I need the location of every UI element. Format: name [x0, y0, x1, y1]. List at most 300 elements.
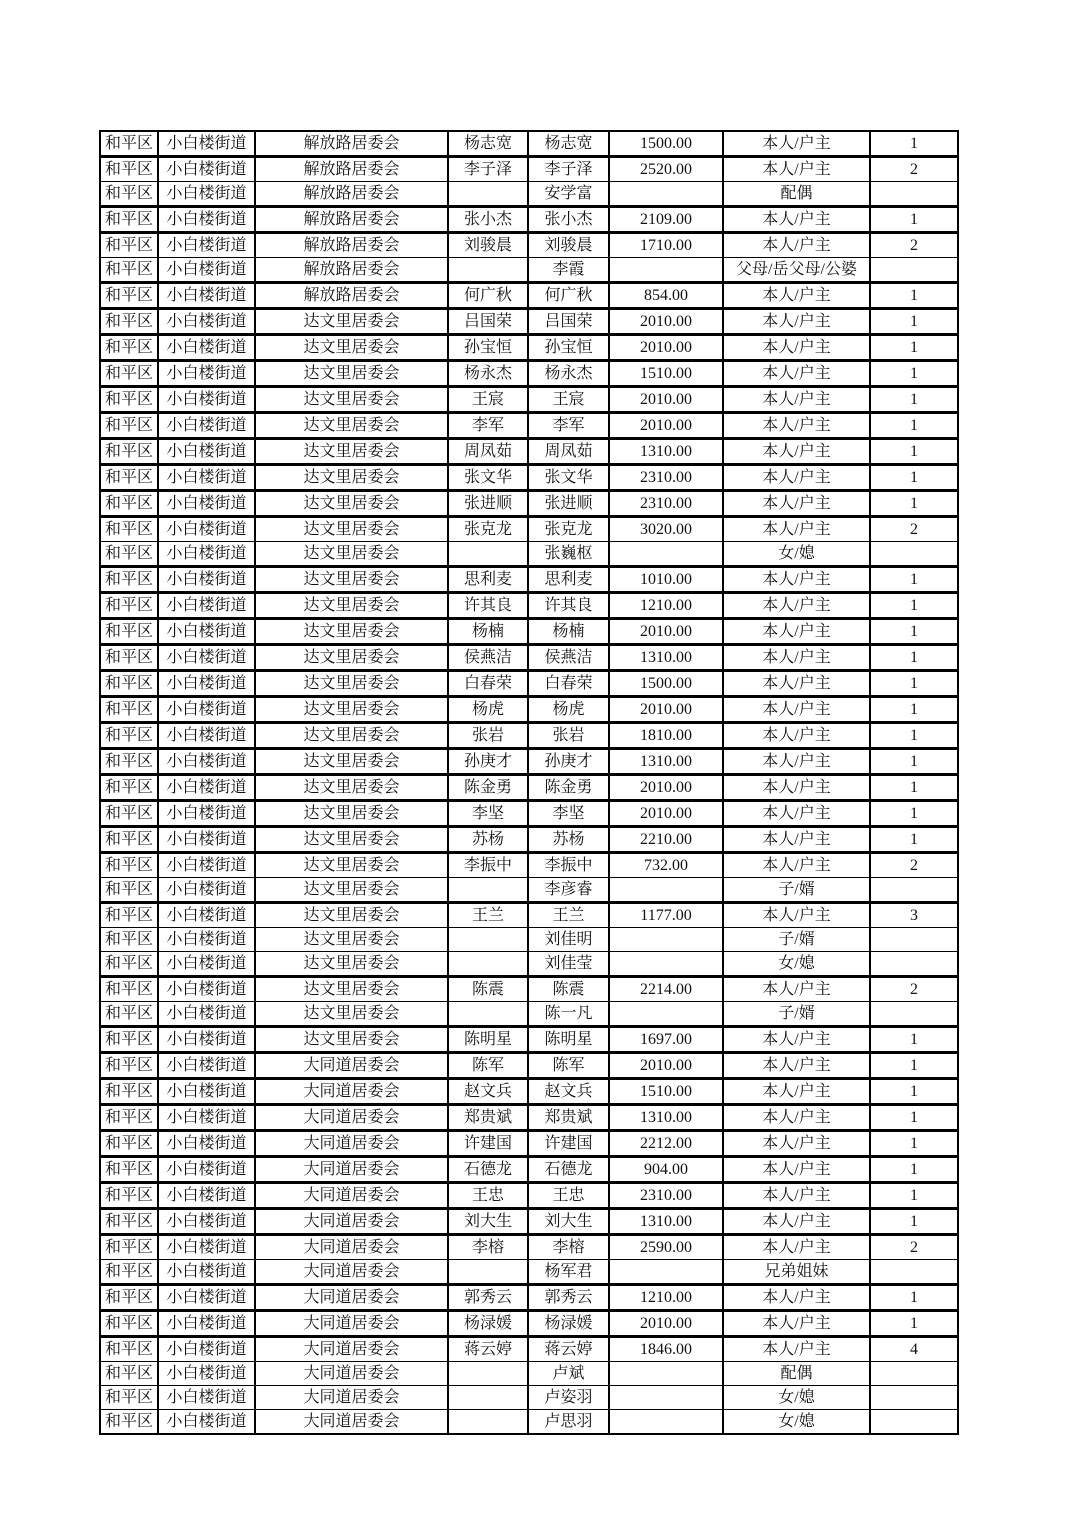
- cell-name2: 张文华: [528, 465, 609, 491]
- cell-district: 和平区: [100, 1027, 158, 1053]
- cell-count: [870, 1386, 958, 1410]
- cell-count: 1: [870, 671, 958, 697]
- cell-amount: [609, 878, 723, 903]
- cell-name1: 思利麦: [448, 567, 528, 593]
- cell-district: 和平区: [100, 258, 158, 283]
- cell-district: 和平区: [100, 233, 158, 258]
- cell-street: 小白楼街道: [158, 1209, 255, 1235]
- cell-relation: 子/婿: [723, 878, 870, 903]
- cell-street: 小白楼街道: [158, 1311, 255, 1337]
- table-row: [100, 335, 958, 361]
- cell-relation: 本人/户主: [723, 1027, 870, 1053]
- cell-name1: 许其良: [448, 593, 528, 619]
- cell-committee: 达文里居委会: [255, 645, 448, 671]
- cell-district: 和平区: [100, 567, 158, 593]
- cell-name2: 陈金勇: [528, 775, 609, 801]
- cell-amount: [609, 1410, 723, 1435]
- cell-name1: 何广秋: [448, 283, 528, 309]
- cell-committee: 达文里居委会: [255, 952, 448, 977]
- table-row: [100, 387, 958, 413]
- cell-name2: 白春荣: [528, 671, 609, 697]
- cell-street: 小白楼街道: [158, 645, 255, 671]
- cell-relation: 本人/户主: [723, 1209, 870, 1235]
- cell-name1: 李振中: [448, 853, 528, 878]
- cell-street: 小白楼街道: [158, 491, 255, 517]
- table-row: [100, 131, 958, 157]
- cell-street: 小白楼街道: [158, 853, 255, 878]
- table-row: [100, 1386, 958, 1410]
- cell-relation: 本人/户主: [723, 1157, 870, 1183]
- table-row: [100, 903, 958, 928]
- cell-committee: 解放路居委会: [255, 233, 448, 258]
- cell-name1: 杨渌媛: [448, 1311, 528, 1337]
- cell-amount: [609, 1002, 723, 1027]
- cell-amount: [609, 952, 723, 977]
- cell-name2: 思利麦: [528, 567, 609, 593]
- cell-relation: 子/婿: [723, 928, 870, 952]
- table-row: [100, 207, 958, 233]
- cell-name2: 王兰: [528, 903, 609, 928]
- cell-committee: 大同道居委会: [255, 1053, 448, 1079]
- cell-name2: 许建国: [528, 1131, 609, 1157]
- cell-amount: [609, 542, 723, 567]
- cell-count: 1: [870, 1131, 958, 1157]
- welfare-roster-table: [99, 130, 959, 1435]
- cell-name2: 刘佳明: [528, 928, 609, 952]
- cell-name1: 刘大生: [448, 1209, 528, 1235]
- cell-count: [870, 1002, 958, 1027]
- cell-amount: 1177.00: [609, 903, 723, 928]
- cell-street: 小白楼街道: [158, 413, 255, 439]
- cell-count: 1: [870, 413, 958, 439]
- table-row: [100, 593, 958, 619]
- cell-amount: 1810.00: [609, 723, 723, 749]
- cell-name1: 许建国: [448, 1131, 528, 1157]
- cell-count: 1: [870, 309, 958, 335]
- cell-district: 和平区: [100, 775, 158, 801]
- cell-amount: 1697.00: [609, 1027, 723, 1053]
- cell-amount: 2310.00: [609, 1183, 723, 1209]
- cell-count: [870, 878, 958, 903]
- cell-amount: [609, 1260, 723, 1285]
- cell-name2: 刘大生: [528, 1209, 609, 1235]
- cell-name2: 杨军君: [528, 1260, 609, 1285]
- table-row: [100, 645, 958, 671]
- cell-district: 和平区: [100, 131, 158, 157]
- table-row: [100, 1337, 958, 1362]
- cell-count: 3: [870, 903, 958, 928]
- cell-street: 小白楼街道: [158, 157, 255, 182]
- cell-district: 和平区: [100, 207, 158, 233]
- cell-relation: 本人/户主: [723, 131, 870, 157]
- cell-relation: 本人/户主: [723, 439, 870, 465]
- cell-relation: 父母/岳父母/公婆: [723, 258, 870, 283]
- table-row: [100, 671, 958, 697]
- cell-amount: 2010.00: [609, 335, 723, 361]
- cell-committee: 解放路居委会: [255, 157, 448, 182]
- cell-district: 和平区: [100, 182, 158, 207]
- cell-street: 小白楼街道: [158, 1002, 255, 1027]
- cell-street: 小白楼街道: [158, 928, 255, 952]
- cell-relation: 本人/户主: [723, 697, 870, 723]
- cell-district: 和平区: [100, 465, 158, 491]
- cell-committee: 大同道居委会: [255, 1285, 448, 1311]
- cell-committee: 解放路居委会: [255, 283, 448, 309]
- cell-street: 小白楼街道: [158, 1260, 255, 1285]
- cell-amount: 1210.00: [609, 593, 723, 619]
- cell-district: 和平区: [100, 1002, 158, 1027]
- cell-name1: 孙庚才: [448, 749, 528, 775]
- table-row: [100, 413, 958, 439]
- cell-district: 和平区: [100, 697, 158, 723]
- cell-name2: 吕国荣: [528, 309, 609, 335]
- cell-relation: 本人/户主: [723, 645, 870, 671]
- table-row: [100, 1157, 958, 1183]
- cell-name1: 张文华: [448, 465, 528, 491]
- cell-name1: 蒋云婷: [448, 1337, 528, 1362]
- cell-count: 1: [870, 645, 958, 671]
- cell-name2: 王忠: [528, 1183, 609, 1209]
- cell-committee: 大同道居委会: [255, 1235, 448, 1260]
- cell-street: 小白楼街道: [158, 775, 255, 801]
- cell-name2: 王宸: [528, 387, 609, 413]
- cell-name1: 杨虎: [448, 697, 528, 723]
- cell-name1: [448, 182, 528, 207]
- cell-name1: [448, 952, 528, 977]
- cell-count: 1: [870, 775, 958, 801]
- cell-street: 小白楼街道: [158, 1337, 255, 1362]
- cell-amount: 2310.00: [609, 465, 723, 491]
- cell-name1: [448, 928, 528, 952]
- cell-relation: 本人/户主: [723, 1183, 870, 1209]
- cell-district: 和平区: [100, 928, 158, 952]
- cell-district: 和平区: [100, 517, 158, 542]
- cell-district: 和平区: [100, 1386, 158, 1410]
- cell-count: 1: [870, 697, 958, 723]
- cell-relation: 本人/户主: [723, 827, 870, 853]
- cell-relation: 兄弟姐妹: [723, 1260, 870, 1285]
- table-row: [100, 723, 958, 749]
- cell-district: 和平区: [100, 1337, 158, 1362]
- table-row: [100, 853, 958, 878]
- table-row: [100, 283, 958, 309]
- cell-street: 小白楼街道: [158, 567, 255, 593]
- cell-amount: 3020.00: [609, 517, 723, 542]
- table-row: [100, 928, 958, 952]
- cell-name2: 杨渌媛: [528, 1311, 609, 1337]
- cell-committee: 达文里居委会: [255, 977, 448, 1002]
- table-row: [100, 1079, 958, 1105]
- cell-street: 小白楼街道: [158, 465, 255, 491]
- cell-committee: 大同道居委会: [255, 1410, 448, 1435]
- cell-count: [870, 952, 958, 977]
- cell-amount: 1010.00: [609, 567, 723, 593]
- cell-name1: 石德龙: [448, 1157, 528, 1183]
- cell-committee: 达文里居委会: [255, 697, 448, 723]
- cell-street: 小白楼街道: [158, 517, 255, 542]
- cell-committee: 达文里居委会: [255, 853, 448, 878]
- cell-name2: 蒋云婷: [528, 1337, 609, 1362]
- cell-relation: 本人/户主: [723, 387, 870, 413]
- cell-committee: 大同道居委会: [255, 1311, 448, 1337]
- cell-amount: 2010.00: [609, 1311, 723, 1337]
- cell-district: 和平区: [100, 157, 158, 182]
- cell-name2: 李军: [528, 413, 609, 439]
- cell-amount: [609, 182, 723, 207]
- cell-street: 小白楼街道: [158, 1105, 255, 1131]
- cell-committee: 达文里居委会: [255, 749, 448, 775]
- cell-committee: 达文里居委会: [255, 593, 448, 619]
- cell-name1: [448, 878, 528, 903]
- cell-count: 1: [870, 439, 958, 465]
- cell-count: 2: [870, 157, 958, 182]
- cell-name2: 李坚: [528, 801, 609, 827]
- cell-amount: 2212.00: [609, 1131, 723, 1157]
- cell-name1: 王兰: [448, 903, 528, 928]
- table-row: [100, 619, 958, 645]
- cell-amount: 732.00: [609, 853, 723, 878]
- cell-count: 2: [870, 977, 958, 1002]
- cell-name2: 孙庚才: [528, 749, 609, 775]
- cell-street: 小白楼街道: [158, 1183, 255, 1209]
- table-row: [100, 439, 958, 465]
- cell-district: 和平区: [100, 853, 158, 878]
- cell-amount: 854.00: [609, 283, 723, 309]
- cell-count: [870, 1362, 958, 1386]
- cell-relation: 本人/户主: [723, 335, 870, 361]
- cell-committee: 大同道居委会: [255, 1362, 448, 1386]
- cell-amount: 1310.00: [609, 1105, 723, 1131]
- cell-name1: [448, 1386, 528, 1410]
- cell-name1: 白春荣: [448, 671, 528, 697]
- cell-name2: 石德龙: [528, 1157, 609, 1183]
- cell-relation: 女/媳: [723, 1386, 870, 1410]
- cell-committee: 解放路居委会: [255, 182, 448, 207]
- cell-committee: 达文里居委会: [255, 723, 448, 749]
- cell-relation: 本人/户主: [723, 465, 870, 491]
- cell-count: 1: [870, 1157, 958, 1183]
- cell-relation: 本人/户主: [723, 491, 870, 517]
- cell-name2: 张岩: [528, 723, 609, 749]
- cell-name1: 李坚: [448, 801, 528, 827]
- cell-committee: 达文里居委会: [255, 413, 448, 439]
- cell-name1: 杨永杰: [448, 361, 528, 387]
- cell-name1: 张小杰: [448, 207, 528, 233]
- cell-district: 和平区: [100, 827, 158, 853]
- cell-relation: 本人/户主: [723, 361, 870, 387]
- cell-amount: 2520.00: [609, 157, 723, 182]
- cell-committee: 大同道居委会: [255, 1157, 448, 1183]
- cell-count: 1: [870, 1285, 958, 1311]
- cell-committee: 达文里居委会: [255, 619, 448, 645]
- cell-committee: 达文里居委会: [255, 465, 448, 491]
- cell-committee: 解放路居委会: [255, 258, 448, 283]
- cell-name2: 张进顺: [528, 491, 609, 517]
- cell-amount: 2590.00: [609, 1235, 723, 1260]
- cell-relation: 女/媳: [723, 952, 870, 977]
- cell-committee: 大同道居委会: [255, 1105, 448, 1131]
- cell-street: 小白楼街道: [158, 903, 255, 928]
- cell-street: 小白楼街道: [158, 977, 255, 1002]
- cell-amount: 2109.00: [609, 207, 723, 233]
- cell-name2: 陈军: [528, 1053, 609, 1079]
- cell-name1: 王宸: [448, 387, 528, 413]
- cell-committee: 达文里居委会: [255, 491, 448, 517]
- cell-name2: 郑贵斌: [528, 1105, 609, 1131]
- cell-name2: 何广秋: [528, 283, 609, 309]
- cell-count: 1: [870, 335, 958, 361]
- cell-name1: 陈震: [448, 977, 528, 1002]
- cell-count: [870, 1260, 958, 1285]
- cell-name2: 卢斌: [528, 1362, 609, 1386]
- table-row: [100, 1410, 958, 1435]
- cell-name1: 郑贵斌: [448, 1105, 528, 1131]
- cell-name1: 李子泽: [448, 157, 528, 182]
- cell-district: 和平区: [100, 1260, 158, 1285]
- table-row: [100, 1053, 958, 1079]
- cell-street: 小白楼街道: [158, 258, 255, 283]
- table-row: [100, 258, 958, 283]
- cell-district: 和平区: [100, 619, 158, 645]
- cell-amount: 1510.00: [609, 1079, 723, 1105]
- cell-district: 和平区: [100, 749, 158, 775]
- cell-count: 2: [870, 233, 958, 258]
- cell-street: 小白楼街道: [158, 749, 255, 775]
- cell-name1: 陈金勇: [448, 775, 528, 801]
- table-row: [100, 567, 958, 593]
- cell-relation: 本人/户主: [723, 801, 870, 827]
- cell-relation: 本人/户主: [723, 517, 870, 542]
- cell-amount: 1210.00: [609, 1285, 723, 1311]
- cell-street: 小白楼街道: [158, 671, 255, 697]
- cell-name2: 李振中: [528, 853, 609, 878]
- cell-name1: [448, 1362, 528, 1386]
- cell-amount: 2310.00: [609, 491, 723, 517]
- table-row: [100, 1260, 958, 1285]
- cell-relation: 本人/户主: [723, 853, 870, 878]
- cell-relation: 本人/户主: [723, 749, 870, 775]
- cell-name2: 杨虎: [528, 697, 609, 723]
- cell-amount: [609, 258, 723, 283]
- cell-name2: 张克龙: [528, 517, 609, 542]
- cell-committee: 达文里居委会: [255, 517, 448, 542]
- table-row: [100, 1105, 958, 1131]
- cell-name1: 李军: [448, 413, 528, 439]
- cell-relation: 本人/户主: [723, 723, 870, 749]
- cell-name2: 张小杰: [528, 207, 609, 233]
- cell-street: 小白楼街道: [158, 207, 255, 233]
- cell-name1: 张岩: [448, 723, 528, 749]
- cell-relation: 本人/户主: [723, 903, 870, 928]
- cell-district: 和平区: [100, 1131, 158, 1157]
- cell-street: 小白楼街道: [158, 1157, 255, 1183]
- cell-committee: 大同道居委会: [255, 1337, 448, 1362]
- cell-district: 和平区: [100, 1053, 158, 1079]
- cell-relation: 子/婿: [723, 1002, 870, 1027]
- cell-relation: 本人/户主: [723, 619, 870, 645]
- cell-count: 1: [870, 387, 958, 413]
- cell-name2: 李彦睿: [528, 878, 609, 903]
- cell-count: 1: [870, 1079, 958, 1105]
- cell-street: 小白楼街道: [158, 1027, 255, 1053]
- table-row: [100, 491, 958, 517]
- table-row: [100, 775, 958, 801]
- cell-district: 和平区: [100, 439, 158, 465]
- table-row: [100, 465, 958, 491]
- cell-name2: 刘佳莹: [528, 952, 609, 977]
- cell-relation: 女/媳: [723, 542, 870, 567]
- cell-committee: 达文里居委会: [255, 1027, 448, 1053]
- cell-count: 1: [870, 491, 958, 517]
- cell-district: 和平区: [100, 645, 158, 671]
- cell-amount: 2010.00: [609, 775, 723, 801]
- cell-count: [870, 1410, 958, 1435]
- table-row: [100, 517, 958, 542]
- cell-district: 和平区: [100, 593, 158, 619]
- cell-name1: [448, 1410, 528, 1435]
- cell-committee: 达文里居委会: [255, 903, 448, 928]
- cell-name1: 侯燕洁: [448, 645, 528, 671]
- cell-name2: 卢姿羽: [528, 1386, 609, 1410]
- table-row: [100, 827, 958, 853]
- cell-street: 小白楼街道: [158, 1131, 255, 1157]
- cell-name2: 李榕: [528, 1235, 609, 1260]
- cell-count: 1: [870, 465, 958, 491]
- cell-relation: 本人/户主: [723, 233, 870, 258]
- cell-count: 1: [870, 749, 958, 775]
- cell-name2: 安学富: [528, 182, 609, 207]
- cell-relation: 本人/户主: [723, 1337, 870, 1362]
- cell-name1: 孙宝恒: [448, 335, 528, 361]
- cell-count: 1: [870, 1209, 958, 1235]
- cell-name1: 王忠: [448, 1183, 528, 1209]
- cell-district: 和平区: [100, 387, 158, 413]
- cell-amount: 1310.00: [609, 439, 723, 465]
- cell-count: 1: [870, 1027, 958, 1053]
- cell-district: 和平区: [100, 1410, 158, 1435]
- cell-committee: 大同道居委会: [255, 1079, 448, 1105]
- cell-count: 2: [870, 1235, 958, 1260]
- cell-count: [870, 182, 958, 207]
- cell-relation: 本人/户主: [723, 593, 870, 619]
- table-row: [100, 233, 958, 258]
- table-row: [100, 1131, 958, 1157]
- cell-amount: 1500.00: [609, 671, 723, 697]
- cell-amount: 1310.00: [609, 1209, 723, 1235]
- cell-name1: 周凤茹: [448, 439, 528, 465]
- cell-amount: 1846.00: [609, 1337, 723, 1362]
- cell-count: 1: [870, 593, 958, 619]
- cell-street: 小白楼街道: [158, 1410, 255, 1435]
- table-row: [100, 1235, 958, 1260]
- cell-name2: 刘骏晨: [528, 233, 609, 258]
- cell-count: 1: [870, 1183, 958, 1209]
- cell-count: 1: [870, 1053, 958, 1079]
- cell-name2: 张巍枢: [528, 542, 609, 567]
- cell-district: 和平区: [100, 1157, 158, 1183]
- cell-name1: 杨志宽: [448, 131, 528, 157]
- cell-amount: 2214.00: [609, 977, 723, 1002]
- cell-count: 1: [870, 619, 958, 645]
- cell-district: 和平区: [100, 952, 158, 977]
- cell-street: 小白楼街道: [158, 233, 255, 258]
- cell-amount: [609, 928, 723, 952]
- cell-street: 小白楼街道: [158, 827, 255, 853]
- table-row: [100, 542, 958, 567]
- table-row: [100, 952, 958, 977]
- cell-name1: [448, 258, 528, 283]
- cell-street: 小白楼街道: [158, 1053, 255, 1079]
